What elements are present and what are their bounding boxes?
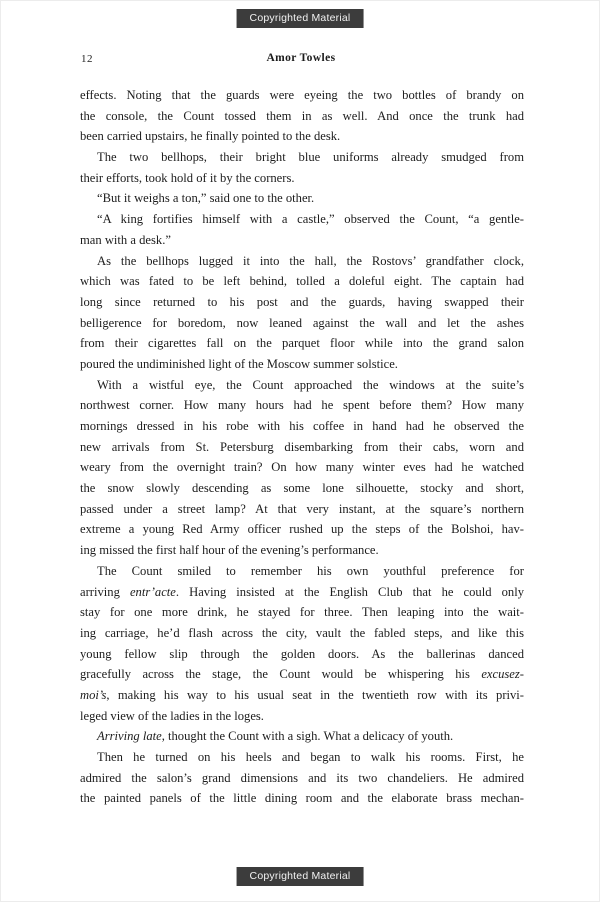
text-run: “A king fortifies himself with a castle,” observed the Count, “a gentle- (97, 212, 524, 227)
text-run: ing missed the first half hour of the evening’s performance. (80, 543, 379, 558)
text-line (80, 747, 524, 768)
text-run: weary from the overnight train? On how many winter eves had he watched (80, 460, 524, 475)
italic-text-run: entr’acte (129, 584, 176, 599)
text-line (80, 788, 524, 809)
text-line (80, 457, 524, 478)
text-run: stay for one more drink, he stayed for three. Then leaping into the wait- (80, 605, 524, 620)
text-line (80, 292, 524, 313)
text-line (80, 188, 524, 209)
page-header (81, 52, 521, 68)
text-line (80, 664, 524, 685)
text-run: gracefully across the stage, the Count would be whispering his (80, 667, 482, 682)
text-run: long since returned to his post and the guards, having swapped their (80, 294, 524, 309)
text-line (80, 561, 524, 582)
text-run: the painted panels of the little dining room and the elaborate brass mechan- (80, 791, 524, 806)
text-run: leged view of the ladies in the loges. (80, 708, 264, 723)
text-run: “But it weighs a ton,” said one to the other. (97, 191, 315, 206)
page-number: 12 (81, 53, 93, 65)
text-line (80, 623, 524, 644)
text-line (80, 106, 524, 127)
text-run: The two bellhops, their bright blue uniforms already smudged from (97, 150, 524, 165)
italic-text-run: excusez- (481, 667, 524, 682)
text-line (80, 437, 524, 458)
text-line (80, 706, 524, 727)
text-run: arriving (80, 584, 130, 599)
text-line (80, 333, 524, 354)
copyright-banner-bottom-text: Copyrighted Material (249, 870, 351, 882)
text-run: mornings dressed in his robe with his coffee in hand had he observed the (80, 419, 524, 433)
text-run: ing carriage, he’d flash across the city, vault the fabled steps, and like this (80, 625, 524, 640)
text-line (80, 230, 524, 251)
text-run: which was fated to be left behind, tolled a doleful eight. The captain had (80, 274, 524, 289)
text-line (80, 395, 524, 416)
text-run: the console, the Count tossed them in as well. And once the trunk had (80, 108, 524, 123)
text-run: poured the undiminished light of the Moscow summer solstice. (80, 356, 398, 371)
italic-text-run: moi’s (80, 687, 107, 702)
text-line (80, 251, 524, 272)
text-line (80, 768, 524, 789)
text-run: Then he turned on his heels and began to walk his rooms. First, he (97, 750, 524, 764)
text-line (80, 685, 524, 706)
text-line (80, 582, 524, 603)
text-line (80, 85, 524, 106)
text-run: belligerence for boredom, now leaned against the wall and let the ashes (80, 315, 524, 330)
text-line (80, 499, 524, 520)
text-run: With a wistful eye, the Count approached the windows at the suite’s (97, 377, 524, 392)
text-run: , thought the Count with a sigh. What a delicacy of youth. (161, 729, 454, 744)
text-run: their efforts, took hold of it by the corners. (80, 170, 295, 185)
text-line (80, 416, 524, 437)
text-line (80, 375, 524, 396)
text-run: passed under a street lamp? At that very instant, at the square’s northern (80, 501, 524, 516)
text-run: As the bellhops lugged it into the hall, the Rostovs’ grandfather clock, (97, 253, 524, 268)
text-line (80, 726, 524, 747)
running-title: Amor Towles (266, 52, 336, 64)
text-run: new arrivals from St. Petersburg disembarking from their cabs, worn and (80, 439, 524, 454)
text-line (80, 354, 524, 375)
text-run: young fellow slip through the golden doors. As the ballerinas danced (80, 646, 524, 661)
body-text (80, 85, 524, 809)
text-line (80, 126, 524, 147)
text-line (80, 644, 524, 665)
text-run: northwest corner. How many hours had he spent before them? How many (80, 398, 524, 413)
copyright-banner-bottom (237, 867, 364, 886)
italic-text-run: Arriving late (97, 729, 162, 744)
text-line (80, 602, 524, 623)
text-run: man with a desk.” (80, 232, 171, 247)
text-line (80, 271, 524, 292)
copyright-banner-top-text: Copyrighted Material (249, 12, 351, 24)
text-run: The Count smiled to remember his own youthful preference for (97, 563, 524, 578)
text-run: effects. Noting that the guards were eyeing the two bottles of brandy on (80, 88, 524, 102)
text-line (80, 540, 524, 561)
text-run: been carried upstairs, he finally pointed to the desk. (80, 129, 341, 144)
text-run: extreme a young Red Army officer rushed up the steps of the Bolshoi, hav- (80, 522, 524, 537)
copyright-banner-top (237, 9, 364, 28)
text-run: from their cigarettes fall on the parquet floor while into the grand salon (80, 336, 524, 351)
text-run: , making his way to his usual seat in the twentieth row with its privi- (106, 687, 524, 702)
text-line (80, 209, 524, 230)
text-line (80, 478, 524, 499)
text-line (80, 519, 524, 540)
text-run: . Having insisted at the English Club that he could only (175, 584, 525, 599)
text-line (80, 147, 524, 168)
text-line (80, 168, 524, 189)
text-run: admired the salon’s grand dimensions and its two chandeliers. He admired (80, 770, 524, 785)
text-line (80, 313, 524, 334)
text-run: the snow slowly descending as some lone silhouette, stocky and short, (80, 481, 524, 496)
